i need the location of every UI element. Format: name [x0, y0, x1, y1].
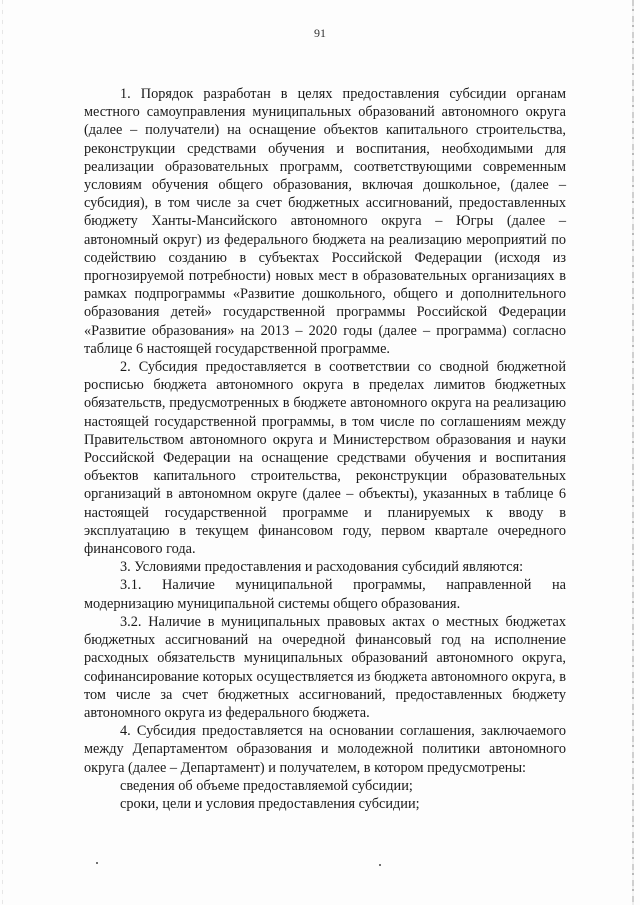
scan-dot-mark [379, 864, 381, 866]
document-body [84, 85, 566, 813]
page-number: 91 [314, 26, 326, 40]
list-item-subsidy-volume: сведения об объеме предоставляемой субсидии; [120, 777, 413, 794]
paragraph-3: 3. Условиями предоставления и расходования субсидий являются: [120, 559, 524, 576]
paragraph-4: 4. Субсидия предоставляется на основании соглашения, заключаемого между Департаментом образования и молодежной политики автономного округа (далее – Департамент) и получателем, в котором предусмотрены: [84, 723, 566, 776]
scan-edge-left [2, 0, 3, 905]
scan-edge-right [632, 0, 634, 905]
scan-dot-mark [96, 862, 98, 864]
paragraph-2: 2. Субсидия предоставляется в соответствии со сводной бюджетной росписью бюджета автономного округа в пределах лимитов бюджетных обязательств, предусмотренных в бюджете автономного округа на реализацию настоящей государственной программы, в том числе по соглашениям между Правительством автономного округа и Министерством образования и науки Российской Федерации на оснащение средствами обучения и воспитания объектов капитального строительства, реконструкции образовательных организаций в автономном округе (далее – объекты), указанных в таблице 6 настоящей государственной программе и планируемых к вводу в эксплуатацию в текущем финансовом году, первом квартале очередного финансового года. [84, 359, 566, 558]
paragraph-3-2: 3.2. Наличие в муниципальных правовых актах о местных бюджетах бюджетных ассигнований на очередной финансовый год на исполнение расходных обязательств муниципальных образований автономного округа, софинансирование которых осуществляется из бюджета автономного округа, в том числе за счет бюджетных ассигнований, предоставленных бюджету автономного округа из федерального бюджета. [84, 613, 566, 721]
list-item-subsidy-terms: сроки, цели и условия предоставления субсидии; [120, 795, 420, 812]
paragraph-3-1: 3.1. Наличие муниципальной программы, направленной на модернизацию муниципальной системы общего образования. [84, 577, 566, 612]
paragraph-1: 1. Порядок разработан в целях предоставления субсидии органам местного самоуправления муниципальных образований автономного округа (далее – получатели) на оснащение объектов капитального строительства, реконструкции средствами обучения и воспитания, необходимыми для реализации образовательных программ, соответствующими современным условиям обучения общего образования, включая дошкольное, (далее – субсидия), в том числе за счет бюджетных ассигнований, предоставленных бюджету Ханты-Мансийского автономного округа – Югры (далее – автономный округ) из федерального бюджета на реализацию мероприятий по содействию созданию в субъектах Российской Федерации (исходя из прогнозируемой потребности) новых мест в образовательных организациях в рамках подпрограммы «Развитие дошкольного, общего и дополнительного образования детей» государственной программы Российской Федерации «Развитие образования» на 2013 – 2020 годы (далее – программа) согласно таблице 6 настоящей государственной программе. [84, 86, 566, 357]
